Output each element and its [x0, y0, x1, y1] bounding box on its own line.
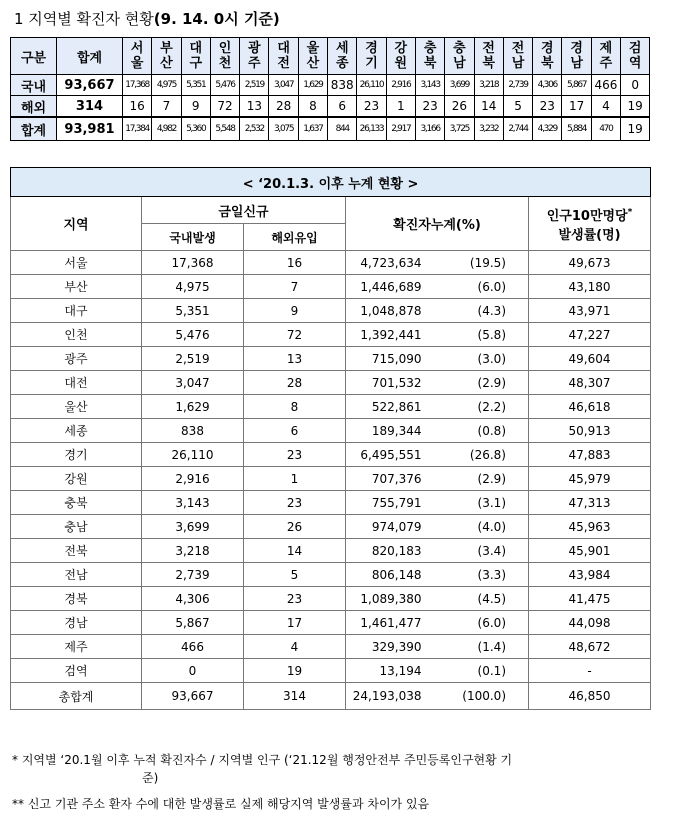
region-name: 전북 — [11, 539, 142, 563]
region-value: 2,744 — [503, 117, 532, 141]
rate-value: 48,307 — [529, 371, 651, 395]
region-value: 466 — [591, 75, 620, 96]
region-value: 1,637 — [298, 117, 327, 141]
region-value: 0 — [621, 75, 650, 96]
rate-value: 43,971 — [529, 299, 651, 323]
title-prefix: 1 지역별 확진자 현황 — [14, 10, 154, 28]
cumulative-value: 1,048,878 — [346, 299, 458, 323]
region-value: 23 — [415, 96, 444, 118]
domestic-value: 838 — [142, 419, 244, 443]
footnote-1-line1: * 지역별 ‘20.1월 이후 누적 확진자수 / 지역별 인구 (‘21.12월 행정안전부 주민등록인구현황 기 — [12, 753, 513, 767]
cumulative-percent: (3.3) — [458, 563, 529, 587]
cumulative-percent: (26.8) — [458, 443, 529, 467]
region-value: 13 — [240, 96, 269, 118]
region-value: 2,916 — [386, 75, 415, 96]
domestic-value: 93,667 — [142, 683, 244, 710]
rate-value: - — [529, 659, 651, 683]
cumulative-percent: (2.9) — [458, 467, 529, 491]
region-name: 충남 — [11, 515, 142, 539]
region-name: 검역 — [11, 659, 142, 683]
cumulative-percent: (100.0) — [458, 683, 529, 710]
row-label: 국내 — [11, 75, 57, 96]
domestic-value: 1,629 — [142, 395, 244, 419]
overseas-value: 4 — [244, 635, 346, 659]
domestic-value: 2,916 — [142, 467, 244, 491]
col-region: 충 북 — [415, 38, 444, 75]
cumulative-percent: (4.3) — [458, 299, 529, 323]
domestic-value: 0 — [142, 659, 244, 683]
region-value: 1,629 — [298, 75, 327, 96]
region-value: 7 — [152, 96, 181, 118]
cumulative-value: 6,495,551 — [346, 443, 458, 467]
cumulative-value: 707,376 — [346, 467, 458, 491]
header-rate-mark: * — [627, 207, 633, 218]
domestic-value: 2,519 — [142, 347, 244, 371]
region-value: 9 — [181, 96, 210, 118]
region-value: 5,476 — [210, 75, 239, 96]
header-cumulative: 확진자누계(%) — [346, 197, 529, 251]
overseas-value: 14 — [244, 539, 346, 563]
header-domestic: 국내발생 — [142, 224, 244, 251]
col-region: 강 원 — [386, 38, 415, 75]
region-value: 23 — [357, 96, 386, 118]
region-value: 4,975 — [152, 75, 181, 96]
region-value: 838 — [328, 75, 357, 96]
overseas-value: 19 — [244, 659, 346, 683]
overseas-value: 28 — [244, 371, 346, 395]
region-value: 1 — [386, 96, 415, 118]
cumulative-value: 755,791 — [346, 491, 458, 515]
region-name: 부산 — [11, 275, 142, 299]
col-region: 경 남 — [562, 38, 591, 75]
region-value: 4 — [591, 96, 620, 118]
rate-value: 43,984 — [529, 563, 651, 587]
rate-value: 43,180 — [529, 275, 651, 299]
region-name: 광주 — [11, 347, 142, 371]
region-value: 26,133 — [357, 117, 386, 141]
region-name: 제주 — [11, 635, 142, 659]
rate-value: 45,979 — [529, 467, 651, 491]
overseas-value: 23 — [244, 587, 346, 611]
rate-value: 49,604 — [529, 347, 651, 371]
region-value: 19 — [621, 117, 650, 141]
rate-value: 41,475 — [529, 587, 651, 611]
col-region: 검 역 — [621, 38, 650, 75]
page-title — [14, 8, 280, 29]
col-gubun: 구분 — [11, 38, 57, 75]
row-total: 93,981 — [57, 117, 123, 141]
domestic-value: 5,867 — [142, 611, 244, 635]
cumulative-value: 806,148 — [346, 563, 458, 587]
region-value: 844 — [328, 117, 357, 141]
col-region: 서 울 — [123, 38, 152, 75]
cumulative-value: 24,193,038 — [346, 683, 458, 710]
region-value: 3,047 — [269, 75, 298, 96]
domestic-value: 17,368 — [142, 251, 244, 275]
col-total: 합계 — [57, 38, 123, 75]
cumulative-table — [10, 167, 651, 710]
overseas-value: 5 — [244, 563, 346, 587]
cumulative-percent: (6.0) — [458, 275, 529, 299]
region-name: 울산 — [11, 395, 142, 419]
cumulative-percent: (1.4) — [458, 635, 529, 659]
cumulative-percent: (2.2) — [458, 395, 529, 419]
region-value: 4,982 — [152, 117, 181, 141]
region-value: 17,368 — [123, 75, 152, 96]
col-region: 경 기 — [357, 38, 386, 75]
domestic-value: 4,975 — [142, 275, 244, 299]
region-value: 2,519 — [240, 75, 269, 96]
region-name: 서울 — [11, 251, 142, 275]
region-value: 5,867 — [562, 75, 591, 96]
region-value: 72 — [210, 96, 239, 118]
domestic-value: 26,110 — [142, 443, 244, 467]
overseas-value: 1 — [244, 467, 346, 491]
region-value: 23 — [533, 96, 562, 118]
col-region: 대 구 — [181, 38, 210, 75]
region-value: 26 — [445, 96, 474, 118]
overseas-value: 23 — [244, 443, 346, 467]
row-total: 93,667 — [57, 75, 123, 96]
domestic-value: 5,476 — [142, 323, 244, 347]
region-value: 8 — [298, 96, 327, 118]
cumulative-percent: (4.0) — [458, 515, 529, 539]
cumulative-value: 329,390 — [346, 635, 458, 659]
cumulative-value: 189,344 — [346, 419, 458, 443]
overseas-value: 8 — [244, 395, 346, 419]
region-name: 인천 — [11, 323, 142, 347]
domestic-value: 466 — [142, 635, 244, 659]
overseas-value: 17 — [244, 611, 346, 635]
rate-value: 46,618 — [529, 395, 651, 419]
region-name: 강원 — [11, 467, 142, 491]
region-value: 2,917 — [386, 117, 415, 141]
cumulative-value: 820,183 — [346, 539, 458, 563]
cumulative-percent: (5.8) — [458, 323, 529, 347]
overseas-value: 13 — [244, 347, 346, 371]
region-name: 대전 — [11, 371, 142, 395]
cumulative-percent: (3.0) — [458, 347, 529, 371]
cumulative-value: 1,446,689 — [346, 275, 458, 299]
row-total: 314 — [57, 96, 123, 118]
cumulative-value: 715,090 — [346, 347, 458, 371]
rate-value: 47,227 — [529, 323, 651, 347]
region-value: 16 — [123, 96, 152, 118]
region-value: 470 — [591, 117, 620, 141]
col-region: 세 종 — [328, 38, 357, 75]
region-value: 17 — [562, 96, 591, 118]
col-region: 부 산 — [152, 38, 181, 75]
region-name: 경북 — [11, 587, 142, 611]
rate-value: 47,313 — [529, 491, 651, 515]
region-name: 세종 — [11, 419, 142, 443]
region-value: 4,306 — [533, 75, 562, 96]
rate-value: 49,673 — [529, 251, 651, 275]
overseas-value: 314 — [244, 683, 346, 710]
overseas-value: 16 — [244, 251, 346, 275]
header-rate-line2: 발생률(명) — [558, 227, 621, 243]
cumulative-value: 1,461,477 — [346, 611, 458, 635]
row-label: 합계 — [11, 117, 57, 141]
region-value: 3,699 — [445, 75, 474, 96]
region-value: 5,351 — [181, 75, 210, 96]
cumulative-percent: (0.8) — [458, 419, 529, 443]
header-rate — [529, 197, 651, 251]
overseas-value: 72 — [244, 323, 346, 347]
cumulative-percent: (6.0) — [458, 611, 529, 635]
domestic-value: 3,047 — [142, 371, 244, 395]
region-value: 17,384 — [123, 117, 152, 141]
footnote-1-line2: 준) — [142, 771, 159, 785]
region-value: 3,166 — [415, 117, 444, 141]
cumulative-percent: (3.4) — [458, 539, 529, 563]
overseas-value: 7 — [244, 275, 346, 299]
cumulative-value: 522,861 — [346, 395, 458, 419]
rate-value: 48,672 — [529, 635, 651, 659]
col-region: 경 북 — [533, 38, 562, 75]
cumulative-value: 974,079 — [346, 515, 458, 539]
region-value: 5,548 — [210, 117, 239, 141]
domestic-value: 3,143 — [142, 491, 244, 515]
region-value: 3,143 — [415, 75, 444, 96]
region-value: 4,329 — [533, 117, 562, 141]
cumulative-caption: < ‘20.1.3. 이후 누계 현황 > — [11, 168, 651, 197]
footnote-2: ** 신고 기관 주소 환자 수에 대한 발생률로 실제 해당지역 발생률과 차이가 있음 — [12, 797, 430, 811]
header-overseas: 해외유입 — [244, 224, 346, 251]
region-name: 경기 — [11, 443, 142, 467]
region-value: 19 — [621, 96, 650, 118]
cumulative-value: 4,723,634 — [346, 251, 458, 275]
region-value: 2,532 — [240, 117, 269, 141]
domestic-value: 3,218 — [142, 539, 244, 563]
rate-value: 45,901 — [529, 539, 651, 563]
region-name: 경남 — [11, 611, 142, 635]
header-region: 지역 — [11, 197, 142, 251]
region-value: 5,884 — [562, 117, 591, 141]
cumulative-percent: (0.1) — [458, 659, 529, 683]
col-region: 전 남 — [503, 38, 532, 75]
rate-value: 50,913 — [529, 419, 651, 443]
region-name: 총합계 — [11, 683, 142, 710]
region-value: 6 — [328, 96, 357, 118]
cumulative-value: 701,532 — [346, 371, 458, 395]
col-region: 광 주 — [240, 38, 269, 75]
region-value: 5 — [503, 96, 532, 118]
rate-value: 47,883 — [529, 443, 651, 467]
col-region: 전 북 — [474, 38, 503, 75]
row-label: 해외 — [11, 96, 57, 118]
header-today: 금일신규 — [142, 197, 346, 224]
overseas-value: 6 — [244, 419, 346, 443]
cumulative-percent: (4.5) — [458, 587, 529, 611]
cumulative-percent: (3.1) — [458, 491, 529, 515]
cumulative-value: 13,194 — [346, 659, 458, 683]
header-rate-line1: 인구10만명당 — [546, 208, 628, 224]
title-date: (9. 14. 0시 기준) — [153, 10, 280, 28]
region-value: 5,360 — [181, 117, 210, 141]
region-value: 28 — [269, 96, 298, 118]
domestic-value: 4,306 — [142, 587, 244, 611]
overseas-value: 9 — [244, 299, 346, 323]
cumulative-percent: (19.5) — [458, 251, 529, 275]
domestic-value: 2,739 — [142, 563, 244, 587]
region-name: 전남 — [11, 563, 142, 587]
col-region: 울 산 — [298, 38, 327, 75]
region-value: 3,218 — [474, 75, 503, 96]
col-region: 제 주 — [591, 38, 620, 75]
summary-table — [10, 37, 650, 141]
region-value: 3,075 — [269, 117, 298, 141]
region-value: 14 — [474, 96, 503, 118]
cumulative-value: 1,392,441 — [346, 323, 458, 347]
footnote-1 — [12, 751, 662, 787]
col-region: 인 천 — [210, 38, 239, 75]
region-value: 3,725 — [445, 117, 474, 141]
cumulative-percent: (2.9) — [458, 371, 529, 395]
region-name: 충북 — [11, 491, 142, 515]
domestic-value: 3,699 — [142, 515, 244, 539]
region-name: 대구 — [11, 299, 142, 323]
domestic-value: 5,351 — [142, 299, 244, 323]
rate-value: 46,850 — [529, 683, 651, 710]
region-value: 26,110 — [357, 75, 386, 96]
col-region: 충 남 — [445, 38, 474, 75]
overseas-value: 23 — [244, 491, 346, 515]
overseas-value: 26 — [244, 515, 346, 539]
col-region: 대 전 — [269, 38, 298, 75]
region-value: 3,232 — [474, 117, 503, 141]
rate-value: 45,963 — [529, 515, 651, 539]
rate-value: 44,098 — [529, 611, 651, 635]
region-value: 2,739 — [503, 75, 532, 96]
cumulative-value: 1,089,380 — [346, 587, 458, 611]
